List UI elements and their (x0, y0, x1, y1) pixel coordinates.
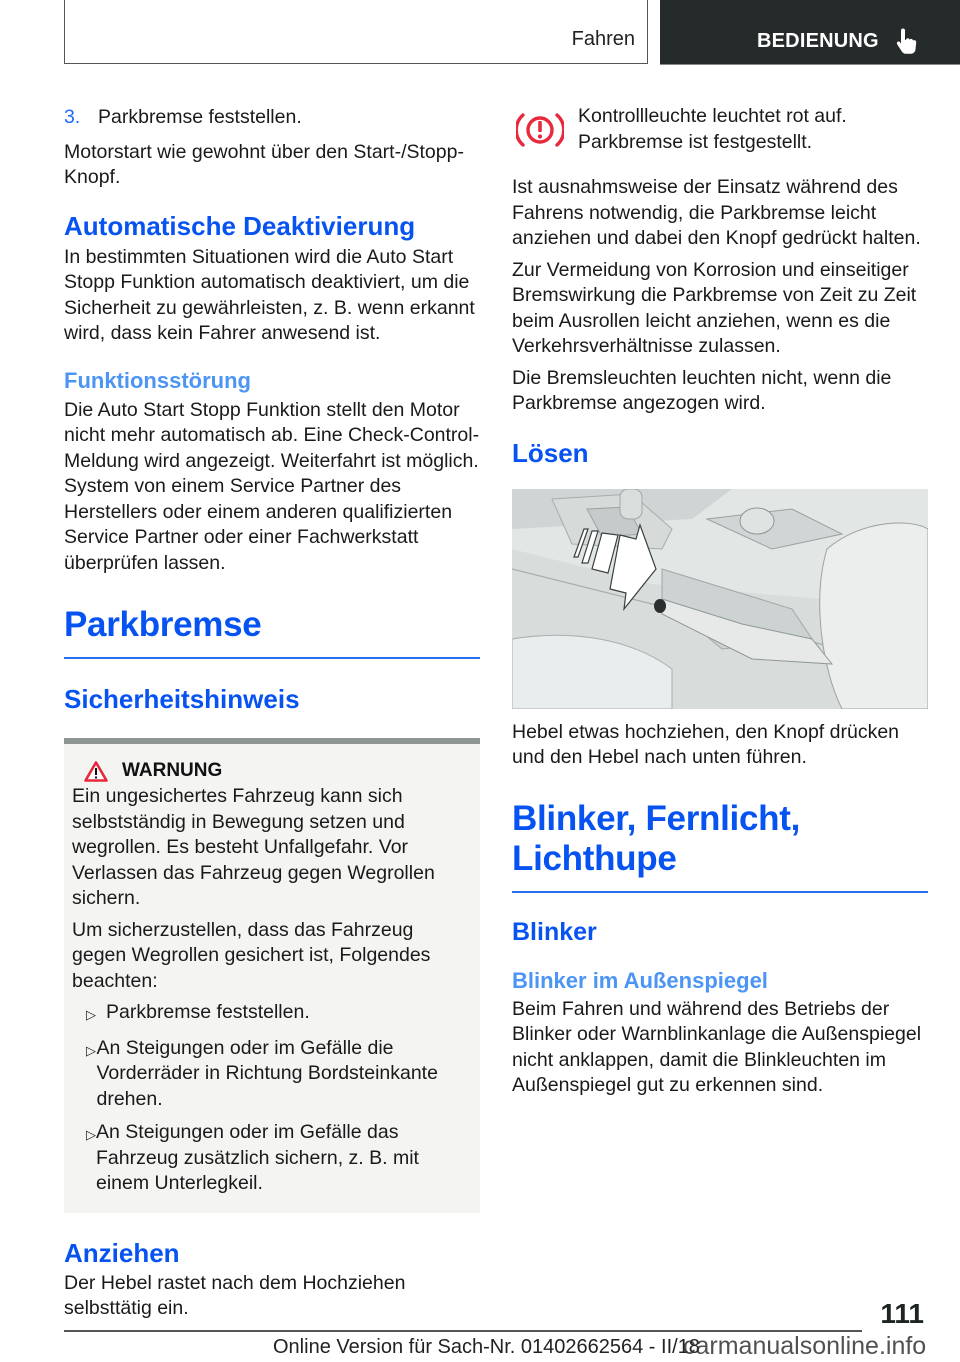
step-text: Parkbremse feststellen. (98, 106, 302, 128)
heading-automatische-deaktivierung: Automatische Deaktivierung (64, 210, 416, 241)
warning-box (64, 738, 480, 1213)
paragraph-1: Ist ausnahmsweise der Einsatz während des Fahrens notwendig, die Parkbremse leicht anziehen und dabei den Knopf gedrückt halten. (512, 176, 921, 249)
release-paragraph: Hebel etwas hochziehen, den Knopf drücken und den Hebel nach unten führen. (512, 720, 900, 768)
heading-loesen: Lösen (512, 437, 589, 468)
chapter-label: Fahren (571, 28, 635, 50)
bullet-text: An Steigungen oder im Gefälle das Fahrzeug zusätzlich sichern, z. B. mit einem Unterlegkeil. (96, 1121, 419, 1194)
section-label: BEDIENUNG (757, 30, 879, 52)
left-column (64, 100, 480, 1322)
heading-underline (64, 657, 480, 659)
intro-paragraph: Motorstart wie gewohnt über den Start-/Stopp-Knopf. (64, 140, 464, 188)
bullet-triangle-icon: ▷ (86, 1127, 96, 1142)
bullet-item (72, 1120, 472, 1197)
heading-funktionsstoerung: Funktionsstörung (64, 367, 251, 393)
handbrake-illustration-graphic (512, 489, 928, 709)
online-version-label: Online Version für Sach-Nr. 01402662564 - II/18 (273, 1336, 700, 1358)
heading-parkbremse: Parkbremse (64, 605, 262, 644)
page-number: 111 (880, 1298, 924, 1329)
warning-triangle-icon (84, 761, 108, 782)
parking-brake-warning-icon (516, 110, 564, 150)
bullet-text: Parkbremse feststellen. (106, 1001, 310, 1023)
bullet-triangle-icon: ▷ (86, 1042, 96, 1058)
heading-blinker: Blinker (512, 917, 597, 946)
heading-underline (512, 891, 928, 893)
handbrake-lever-illustration (512, 489, 928, 709)
chapter-tab[interactable] (64, 0, 648, 64)
paragraph-2: Zur Vermeidung von Korrosion und einseitiger Bremswirkung die Parkbremse von Zeit zu Zeit beim Ausrollen leicht anziehen, wenn es die Verkehrsverhältnisse zulassen. (512, 258, 917, 357)
auto-deact-paragraph: In bestimmten Situationen wird die Auto Start Stopp Funktion automatisch deaktiviert, um die Sicherheit zu gewährleisten, z. B. wenn erkannt wird, dass kein Fahrer anwesend ist. (64, 245, 475, 344)
warning-text-2: Um sicherzustellen, dass das Fahrzeug gegen Wegrollen gesichert ist, Folgendes beachten: (72, 918, 431, 992)
apply-paragraph: Der Hebel rastet nach dem Hochziehen selbsttätig ein. (64, 1271, 406, 1319)
step-number: 3. (64, 106, 81, 128)
warning-title-row (72, 760, 472, 782)
bullet-text: An Steigungen oder im Gefälle die Vorderräder in Richtung Bordsteinkante drehen. (96, 1036, 438, 1110)
mirror-paragraph: Beim Fahren und während des Betriebs der Blinker oder Warnblinkanlage die Außenspiegel nicht anklappen, damit die Blinkleuchten im Außenspiegel gut zu erkennen sind. (512, 997, 922, 1096)
heading-blinker-fernlicht-line1: Blinker, Fernlicht, (512, 798, 800, 838)
heading-blinker-fernlicht-line2: Lichthupe (512, 838, 677, 878)
warning-bullet-list (72, 1000, 472, 1197)
paragraph-3: Die Bremsleuchten leuchten nicht, wenn die Parkbremse angezogen wird. (512, 366, 892, 414)
right-column (512, 100, 928, 1099)
bullet-item (72, 1000, 472, 1028)
warning-title: WARNUNG (122, 760, 223, 781)
indicator-text: Kontrollleuchte leuchtet rot auf. Parkbremse ist festgestellt. (578, 105, 847, 153)
warning-text-1: Ein ungesichertes Fahrzeug kann sich selbstständig in Bewegung setzen und wegrollen. Es besteht Unfallgefahr. Vor Verlassen das Fahrzeug gegen Wegrollen sichern. (72, 785, 435, 909)
bullet-triangle-icon: ▷ (86, 1007, 96, 1022)
malfunction-paragraph: Die Auto Start Stopp Funktion stellt den Motor nicht mehr automatisch ab. Eine Check-Control-Meldung wird angezeigt. Weiterfahrt ist möglich. System von einem Service Partner des Herstellers oder einem anderen qualifizierten Service Partner oder einer Fachwerkstatt überprüfen lassen. (64, 398, 480, 574)
heading-sicherheitshinweis: Sicherheitshinweis (64, 684, 300, 714)
heading-anziehen: Anziehen (64, 1237, 180, 1268)
bullet-item (72, 1036, 472, 1113)
step-item (64, 105, 480, 131)
pointing-hand-icon (896, 27, 918, 55)
section-tab[interactable] (660, 0, 960, 65)
watermark: carmanualsonline.info (683, 1332, 927, 1360)
indicator-row (512, 104, 928, 155)
heading-blinker-im-aussenspiegel: Blinker im Außenspiegel (512, 967, 768, 993)
